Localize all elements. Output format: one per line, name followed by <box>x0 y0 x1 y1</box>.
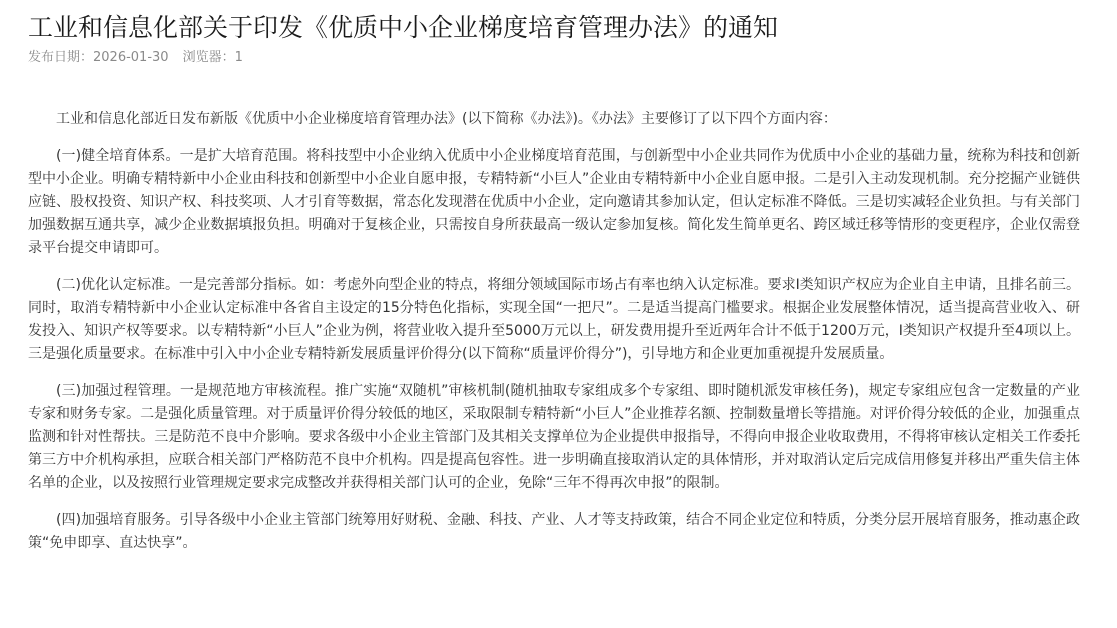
article-paragraph-intro: 工业和信息化部近日发布新版《优质中小企业梯度培育管理办法》(以下简称《办法》)。《办法》主要修订了以下四个方面内容： <box>56 111 837 127</box>
view-count-label: 浏览器： <box>182 50 235 65</box>
article-paragraph-2: (二)优化认定标准。一是完善部分指标。如：考虑外向型企业的特点，将细分领域国际市场占有率也纳入认定标准。要求I类知识产权应为企业自主申请，且排名前三。同时，取消专精特新中小企业认定标准中各省自主设定的15分特色化指标，实现全国“一把尺”。二是适当提高门槛要求。根据企业发展整体情况，适当提高营业收入、研发投入、知识产权等要求。以专精特新“小巨人”企业为例，将营业收入提升至5000万元以上，研发费用提升至近两年合计不低于1200万元，I类知识产权提升至4项以上。三是强化质量要求。在标准中引入中小企业专精特新发展质量评价得分(以下简称“质量评价得分”)，引导地方和企业更加重视提升发展质量。 <box>28 277 1080 362</box>
article-paragraph-4: (四)加强培育服务。引导各级中小企业主管部门统筹用好财税、金融、科技、产业、人才等支持政策，结合不同企业定位和特质，分类分层开展培育服务，推动惠企政策“免申即享、直达快享”。 <box>28 512 1080 551</box>
view-count: 1 <box>234 50 243 65</box>
article-body <box>28 108 1080 569</box>
article-paragraph-3: (三)加强过程管理。一是规范地方审核流程。推广实施“双随机”审核机制(随机抽取专家组成多个专家组、即时随机派发审核任务)，规定专家组应包含一定数量的产业专家和财务专家。二是强化质量管理。对于质量评价得分较低的地区，采取限制专精特新“小巨人”企业推荐名额、控制数量增长等措施。对评价得分较低的企业，加强重点监测和针对性帮扶。三是防范不良中介影响。要求各级中小企业主管部门及其相关支撑单位为企业提供申报指导，不得向申报企业收取费用，不得将审核认定相关工作委托第三方中介机构承担，应联合相关部门严格防范不良中介机构。四是提高包容性。进一步明确直接取消认定的具体情形，并对取消认定后完成信用修复并移出严重失信主体名单的企业，以及按照行业管理规定要求完成整改并获得相关部门认可的企业，免除“三年不得再次申报”的限制。 <box>28 383 1080 491</box>
article-paragraph-1: (一)健全培育体系。一是扩大培育范围。将科技型中小企业纳入优质中小企业梯度培育范围，与创新型中小企业共同作为优质中小企业的基础力量，统称为科技和创新型中小企业。明确专精特新中小企业由科技和创新型中小企业自愿申报，专精特新“小巨人”企业由专精特新中小企业自愿申报。二是引入主动发现机制。充分挖掘产业链供应链、股权投资、知识产权、科技奖项、人才引育等数据，常态化发现潜在优质中小企业，定向邀请其参加认定，但认定标准不降低。三是切实减轻企业负担。与有关部门加强数据互通共享，减少企业数据填报负担。明确对于复核企业，只需按自身所获最高一级认定参加复核。简化发生简单更名、跨区域迁移等情形的变更程序，企业仅需登录平台提交申请即可。 <box>28 148 1080 256</box>
page-title: 工业和信息化部关于印发《优质中小企业梯度培育管理办法》的通知 <box>28 13 779 42</box>
article-meta <box>28 49 1082 67</box>
publish-date: 2026-01-30 <box>93 50 169 65</box>
publish-date-label: 发布日期： <box>28 50 94 65</box>
article-header <box>28 0 1082 67</box>
